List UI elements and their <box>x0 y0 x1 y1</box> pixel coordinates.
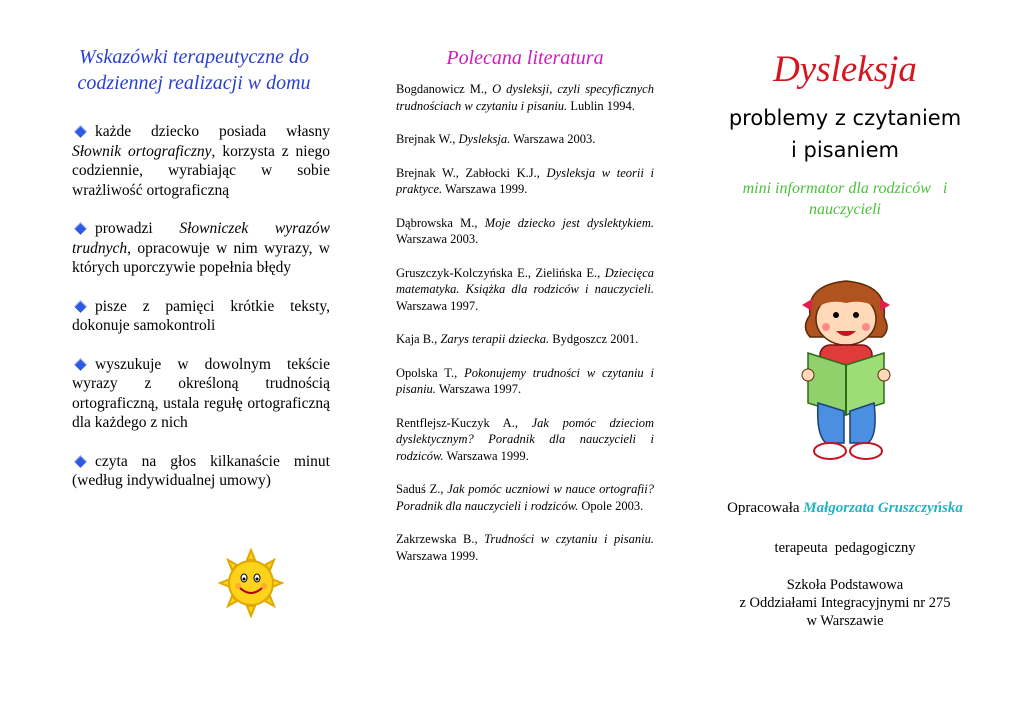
reference-item: Kaja B., Zarys terapii dziecka. Bydgoszcz 2001. <box>396 332 639 346</box>
reference-list <box>396 81 654 564</box>
tip-item: prowadzi Słowniczek wyrazów trudnych, opracowuje w nim wyrazy, w których uporczywie popełnia błędy <box>72 220 331 276</box>
mini-informator-caption: mini informator dla rodziców i nauczycieli <box>742 180 948 218</box>
tips-heading: Wskazówki terapeutyczne do codziennej realizacji w domu <box>77 46 311 94</box>
tip-item: każde dziecko posiada własny Słownik ortograficzny, korzysta z niego codziennie, wyrabiając w sobie wrażliwość ortograficzną <box>72 123 330 199</box>
girl-reading-book-illustration <box>796 275 896 465</box>
diamond-bullet-icon <box>74 358 87 371</box>
reference-item: Saduś Z., Jak pomóc uczniowi w nauce ortografii? Poradnik dla nauczycieli i rodziców. Opole 2003. <box>396 482 655 513</box>
diamond-bullet-icon <box>74 223 87 236</box>
tip-item: pisze z pamięci krótkie teksty, dokonuje samokontroli <box>72 297 330 334</box>
diamond-bullet-icon <box>74 126 87 139</box>
sun-icon <box>218 548 284 618</box>
reference-item: Opolska T., Pokonujemy trudności w czytaniu i pisaniu. Warszawa 1997. <box>396 365 654 396</box>
tip-item: czyta na głos kilkanaście minut (według indywidualnej umowy) <box>72 452 330 489</box>
reference-item: Gruszczyk-Kolczyńska E., Zielińska E., Dziecięca matematyka. Książka dla rodziców i nauczycieli. Warszawa 1997. <box>396 265 654 313</box>
reference-item: Bogdanowicz M., O dysleksji, czyli specyficznych trudnościach w czytaniu i pisaniu. Lublin 1994. <box>396 82 654 113</box>
reference-item: Brejnak W., Dysleksja. Warszawa 2003. <box>396 132 596 146</box>
diamond-bullet-icon <box>74 300 87 313</box>
main-title: Dysleksja <box>773 49 917 90</box>
author-line: Opracowała Małgorzata Gruszczyńska <box>727 500 963 516</box>
subtitle: problemy z czytaniem i pisaniem <box>728 106 962 162</box>
reference-item: Brejnak W., Zabłocki K.J., Dysleksja w teorii i praktyce. Warszawa 1999. <box>396 165 654 196</box>
tip-item: wyszukuje w dowolnym tekście wyrazy z określoną trudnością ortograficzną, ustala regułę ortograficzną dla każdego z nich <box>72 355 330 431</box>
author-role: terapeuta pedagogiczny <box>774 540 916 556</box>
author-name: Małgorzata Gruszczyńska <box>803 500 963 516</box>
column-therapy-tips <box>58 0 330 510</box>
tips-list <box>58 122 330 491</box>
reference-item: Dąbrowska M., Moje dziecko jest dyslektykiem. Warszawa 2003. <box>396 215 655 246</box>
diamond-bullet-icon <box>74 455 87 468</box>
column-literature <box>396 0 654 581</box>
reference-item: Zakrzewska B., Trudności w czytaniu i pisaniu. Warszawa 1999. <box>396 532 654 563</box>
column-cover <box>700 0 990 629</box>
reference-item: Rentflejsz-Kuczyk A., Jak pomóc dzieciom dyslektycznym? Poradnik dla nauczycieli i rodziców. Warszawa 1999. <box>396 415 654 463</box>
literature-heading: Polecana literatura <box>446 47 604 69</box>
school-info: Szkoła Podstawowa z Oddziałami Integracyjnymi nr 275 w Warszawie <box>739 577 951 629</box>
